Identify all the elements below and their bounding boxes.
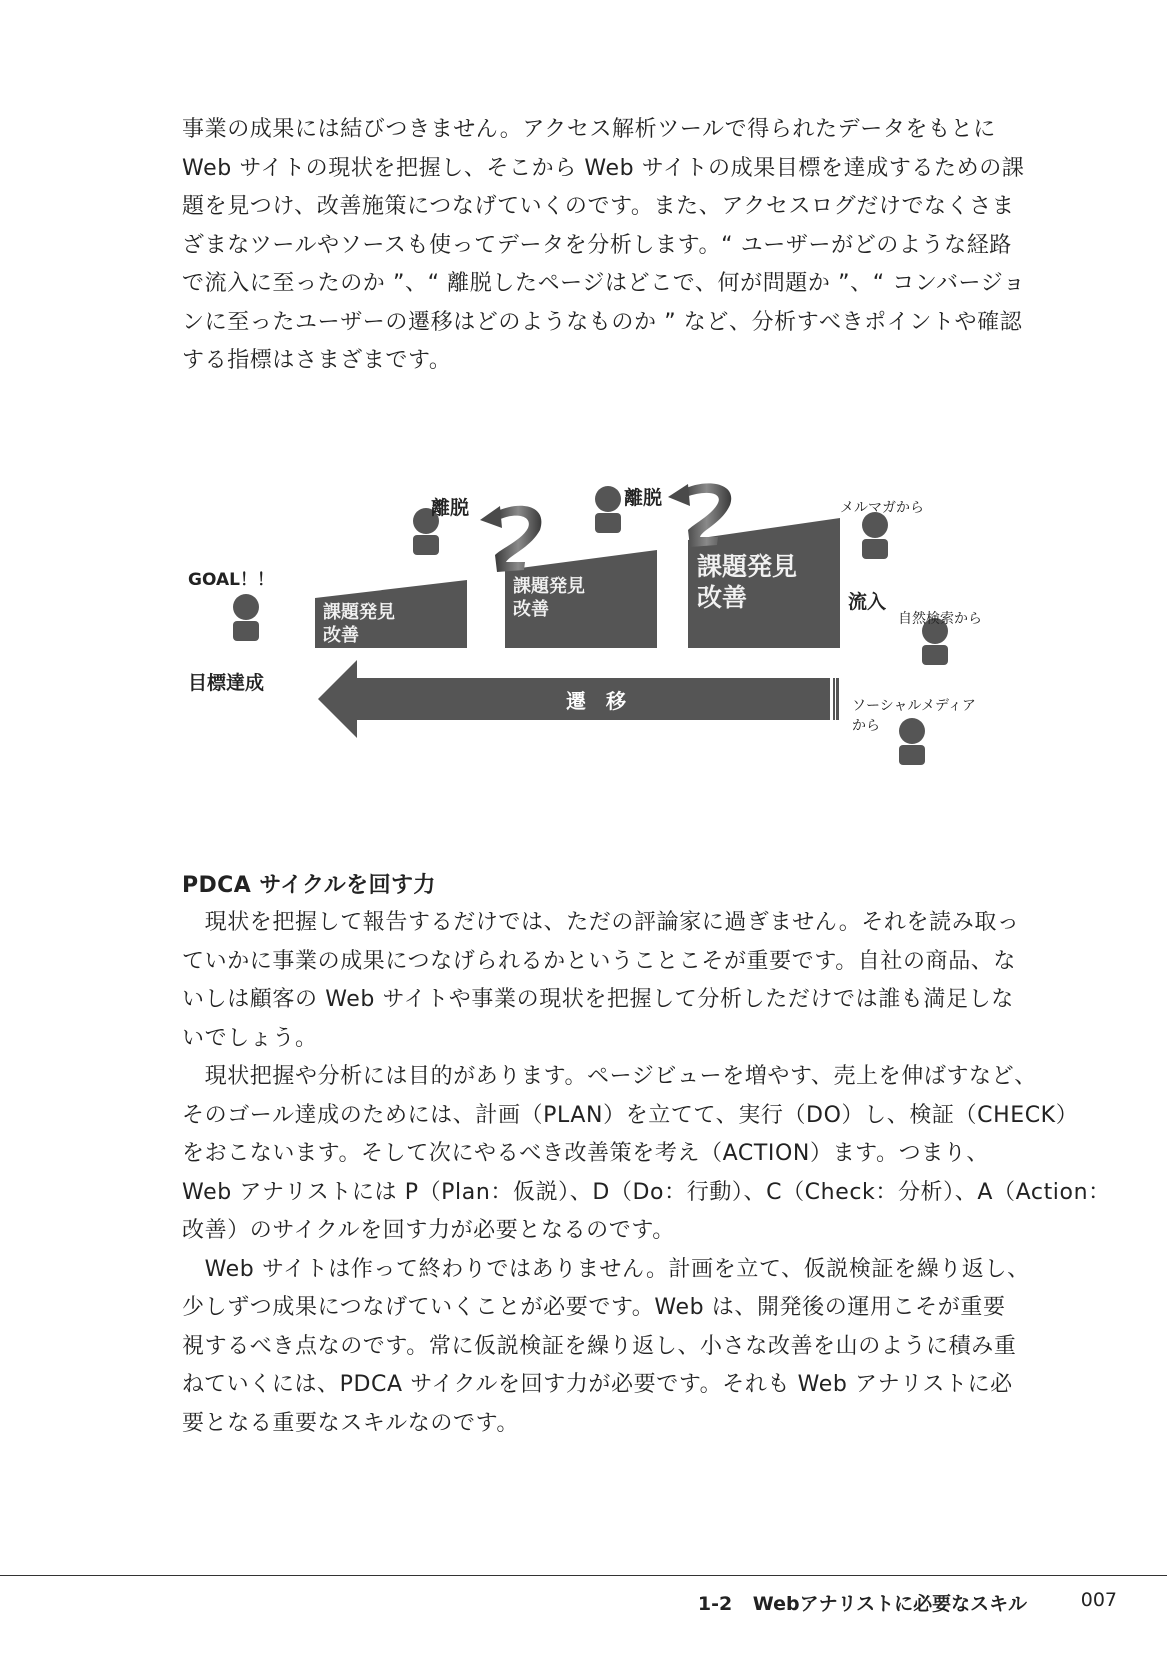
source-social-label-line-2: から xyxy=(852,718,880,734)
footer-section-number: 1-2 xyxy=(697,1593,733,1615)
step-box-3-line-1: 課題発見 xyxy=(697,552,798,581)
body-line: そのゴール達成のためには、計画（PLAN）を立てて、実行（DO）し、検証（CHECK） xyxy=(182,1102,1079,1128)
exit-label-2: 離脱 xyxy=(624,487,663,509)
body-line: 現状把握や分析には目的があります。ページビューを増やす、売上を伸ばすなど、 xyxy=(182,1064,1037,1089)
exit-label-1: 離脱 xyxy=(431,497,470,519)
body-line: 少しずつ成果につなげていくことが必要です。Web は、開発後の運用こそが重要 xyxy=(182,1295,1006,1320)
body-line: 現状を把握して報告するだけでは、ただの評論家に過ぎません。それを読み取っ xyxy=(182,910,1020,935)
transition-label: 遷 移 xyxy=(566,689,626,713)
footer-section xyxy=(698,1589,1027,1616)
body-line: 要となる重要なスキルなのです。 xyxy=(182,1410,520,1436)
intro-line: 題を見つけ、改善施策につなげていくのです。また、アクセスログだけでなくさま xyxy=(182,194,1015,219)
body-line: ねていくには、PDCA サイクルを回す力が必要です。それも Web アナリストに必 xyxy=(182,1372,1013,1397)
person-icon xyxy=(233,594,259,641)
step-box-2-line-1: 課題発見 xyxy=(513,576,585,597)
source-mail-label: メルマガから xyxy=(840,500,924,516)
goal-label: GOAL！！ xyxy=(188,570,274,590)
body-line: ていかに事業の成果につなげられるかということこそが重要です。自社の商品、な xyxy=(182,948,1017,974)
body-line: Web アナリストには P（Plan：仮説）、D（Do：行動）、C（Check：分析）、A（Action： xyxy=(182,1179,1111,1205)
body-paragraph xyxy=(182,904,1111,1443)
step-box-1-line-1: 課題発見 xyxy=(323,602,395,623)
step-box-2-line-2: 改善 xyxy=(513,599,549,620)
step-box-3-line-2: 改善 xyxy=(697,583,748,612)
body-line: をおこないます。そして次にやるべき改善策を考え（ACTION）ます。つまり、 xyxy=(182,1141,990,1166)
intro-line: ンに至ったユーザーの遷移はどのようなものか ” など、分析すべきポイントや確認 xyxy=(182,309,1023,335)
intro-line: ざまなツールやソースも使ってデータを分析します。“ ユーザーがどのような経路 xyxy=(182,232,1012,258)
body-line: 改善）のサイクルを回す力が必要となるのです。 xyxy=(182,1218,675,1243)
improvement-flow-diagram xyxy=(0,0,1167,800)
source-social-label-line-1: ソーシャルメディア xyxy=(852,698,976,714)
inflow-label: 流入 xyxy=(848,591,887,613)
person-icon xyxy=(862,512,888,559)
intro-line: で流入に至ったのか ”、“ 離脱したページはどこで、何が問題か ”、“ コンバージョ xyxy=(182,271,1026,296)
person-icon xyxy=(595,486,621,533)
footer-section-title: Webアナリストに必要なスキル xyxy=(752,1593,1027,1615)
source-search-label: 自然検索から xyxy=(898,611,982,627)
target-label: 目標達成 xyxy=(188,672,265,694)
intro-line: Web サイトの現状を把握し、そこから Web サイトの成果目標を達成するための課 xyxy=(182,155,1025,181)
body-line: いでしょう。 xyxy=(182,1025,318,1051)
page-number: 007 xyxy=(1080,1589,1117,1611)
intro-line: 事業の成果には結びつきません。アクセス解析ツールで得られたデータをもとに xyxy=(182,117,996,142)
exit-arrow-1 xyxy=(495,506,541,572)
footer-rule xyxy=(0,1575,1167,1576)
section-heading: PDCA サイクルを回す力 xyxy=(182,873,436,898)
body-line: Web サイトは作って終わりではありません。計画を立て、仮説検証を繰り返し、 xyxy=(182,1256,1030,1282)
transition-arrow xyxy=(318,660,842,738)
intro-line: する指標はさまざまです。 xyxy=(182,348,452,373)
step-box-1-line-2: 改善 xyxy=(323,625,359,646)
body-line: いしは顧客の Web サイトや事業の現状を把握して分析しただけでは誰も満足しな xyxy=(182,987,1014,1012)
person-icon xyxy=(899,718,925,765)
body-line: 視するべき点なのです。常に仮説検証を繰り返し、小さな改善を山のように積み重 xyxy=(182,1333,1017,1359)
